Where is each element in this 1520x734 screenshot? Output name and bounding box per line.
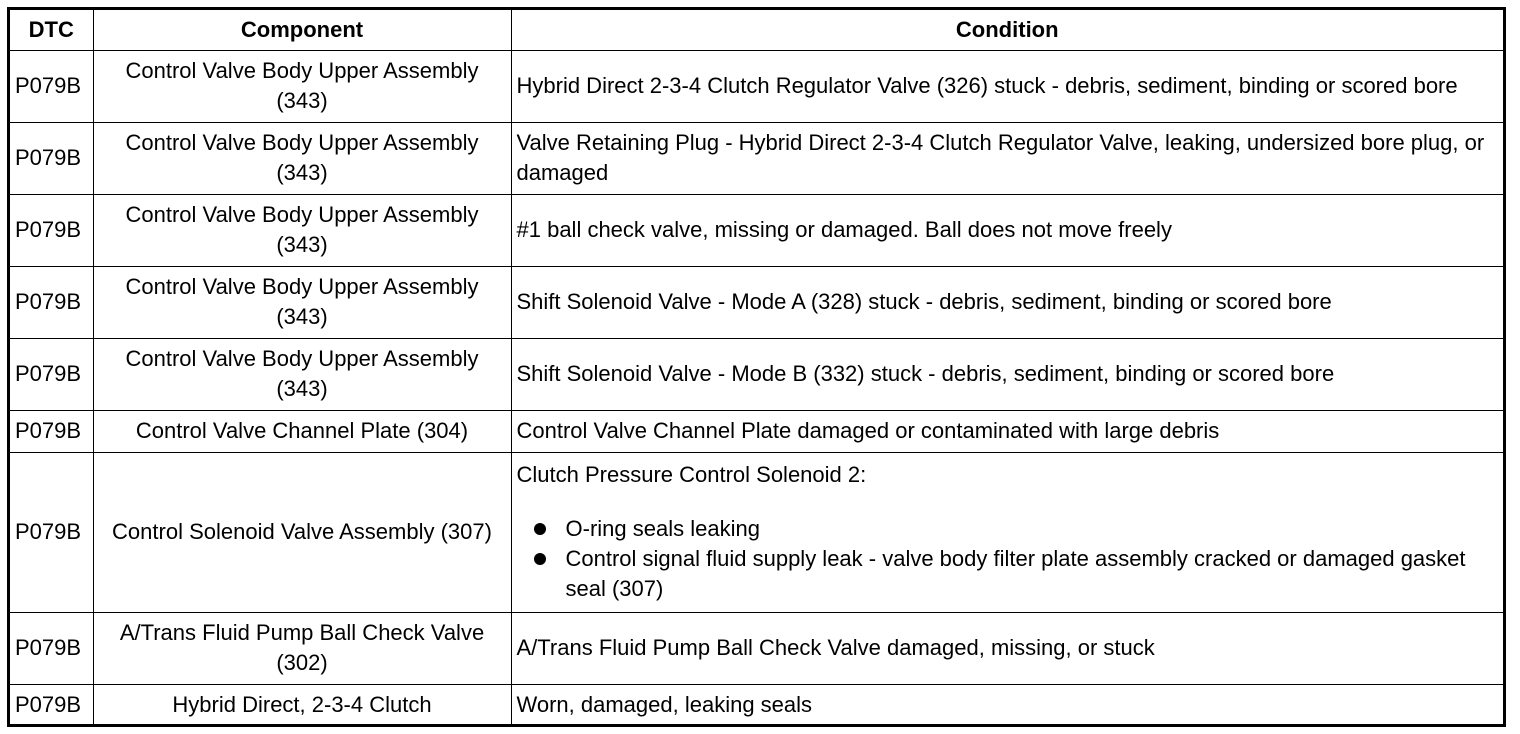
condition-cell — [511, 452, 1503, 612]
list-item-text: Control signal fluid supply leak - valve body filter plate assembly cracked or damaged gasket seal (307) — [565, 546, 1466, 601]
component-cell: Control Valve Body Upper Assembly (343) — [93, 338, 511, 410]
condition-cell: #1 ball check valve, missing or damaged. Ball does not move freely — [511, 194, 1503, 266]
condition-intro: Clutch Pressure Control Solenoid 2: — [516, 462, 867, 487]
condition-cell: Shift Solenoid Valve - Mode B (332) stuck - debris, sediment, binding or scored bore — [511, 338, 1503, 410]
component-cell: Control Valve Channel Plate (304) — [93, 410, 511, 452]
list-item — [517, 544, 1499, 604]
header-condition: Condition — [511, 10, 1503, 50]
component-cell: Control Valve Body Upper Assembly (343) — [93, 122, 511, 194]
dtc-cell: P079B — [10, 50, 93, 122]
component-cell: Control Solenoid Valve Assembly (307) — [93, 452, 511, 612]
table-row — [10, 452, 1503, 612]
dtc-cell: P079B — [10, 452, 93, 612]
component-cell: Control Valve Body Upper Assembly (343) — [93, 266, 511, 338]
bullet-icon — [534, 523, 546, 535]
header-dtc: DTC — [10, 10, 93, 50]
condition-cell: Worn, damaged, leaking seals — [511, 684, 1503, 726]
dtc-cell: P079B — [10, 338, 93, 410]
table-row — [10, 266, 1503, 338]
condition-cell: Control Valve Channel Plate damaged or contaminated with large debris — [511, 410, 1503, 452]
list-item-text: O-ring seals leaking — [565, 516, 760, 541]
component-cell: Hybrid Direct, 2-3-4 Clutch — [93, 684, 511, 726]
condition-bullet-list — [517, 514, 1499, 604]
condition-cell: Hybrid Direct 2-3-4 Clutch Regulator Valve (326) stuck - debris, sediment, binding or scored bore — [511, 50, 1503, 122]
condition-cell: Valve Retaining Plug - Hybrid Direct 2-3-4 Clutch Regulator Valve, leaking, undersized bore plug, or damaged — [511, 122, 1503, 194]
bullet-icon — [534, 553, 546, 565]
table-row — [10, 410, 1503, 452]
component-cell: Control Valve Body Upper Assembly (343) — [93, 194, 511, 266]
component-cell: Control Valve Body Upper Assembly (343) — [93, 50, 511, 122]
header-component: Component — [93, 10, 511, 50]
condition-cell: Shift Solenoid Valve - Mode A (328) stuck - debris, sediment, binding or scored bore — [511, 266, 1503, 338]
dtc-cell: P079B — [10, 122, 93, 194]
list-item — [517, 514, 1499, 544]
table-header-row — [10, 10, 1503, 50]
table-row — [10, 122, 1503, 194]
table-row — [10, 194, 1503, 266]
dtc-cell: P079B — [10, 194, 93, 266]
table-row — [10, 612, 1503, 684]
component-cell: A/Trans Fluid Pump Ball Check Valve (302) — [93, 612, 511, 684]
table-row — [10, 50, 1503, 122]
table-row — [10, 338, 1503, 410]
dtc-cell: P079B — [10, 410, 93, 452]
dtc-cell: P079B — [10, 612, 93, 684]
table-row — [10, 684, 1503, 726]
condition-cell: A/Trans Fluid Pump Ball Check Valve damaged, missing, or stuck — [511, 612, 1503, 684]
dtc-table-frame — [7, 7, 1506, 727]
dtc-cell: P079B — [10, 684, 93, 726]
dtc-cell: P079B — [10, 266, 93, 338]
dtc-table — [10, 10, 1503, 726]
